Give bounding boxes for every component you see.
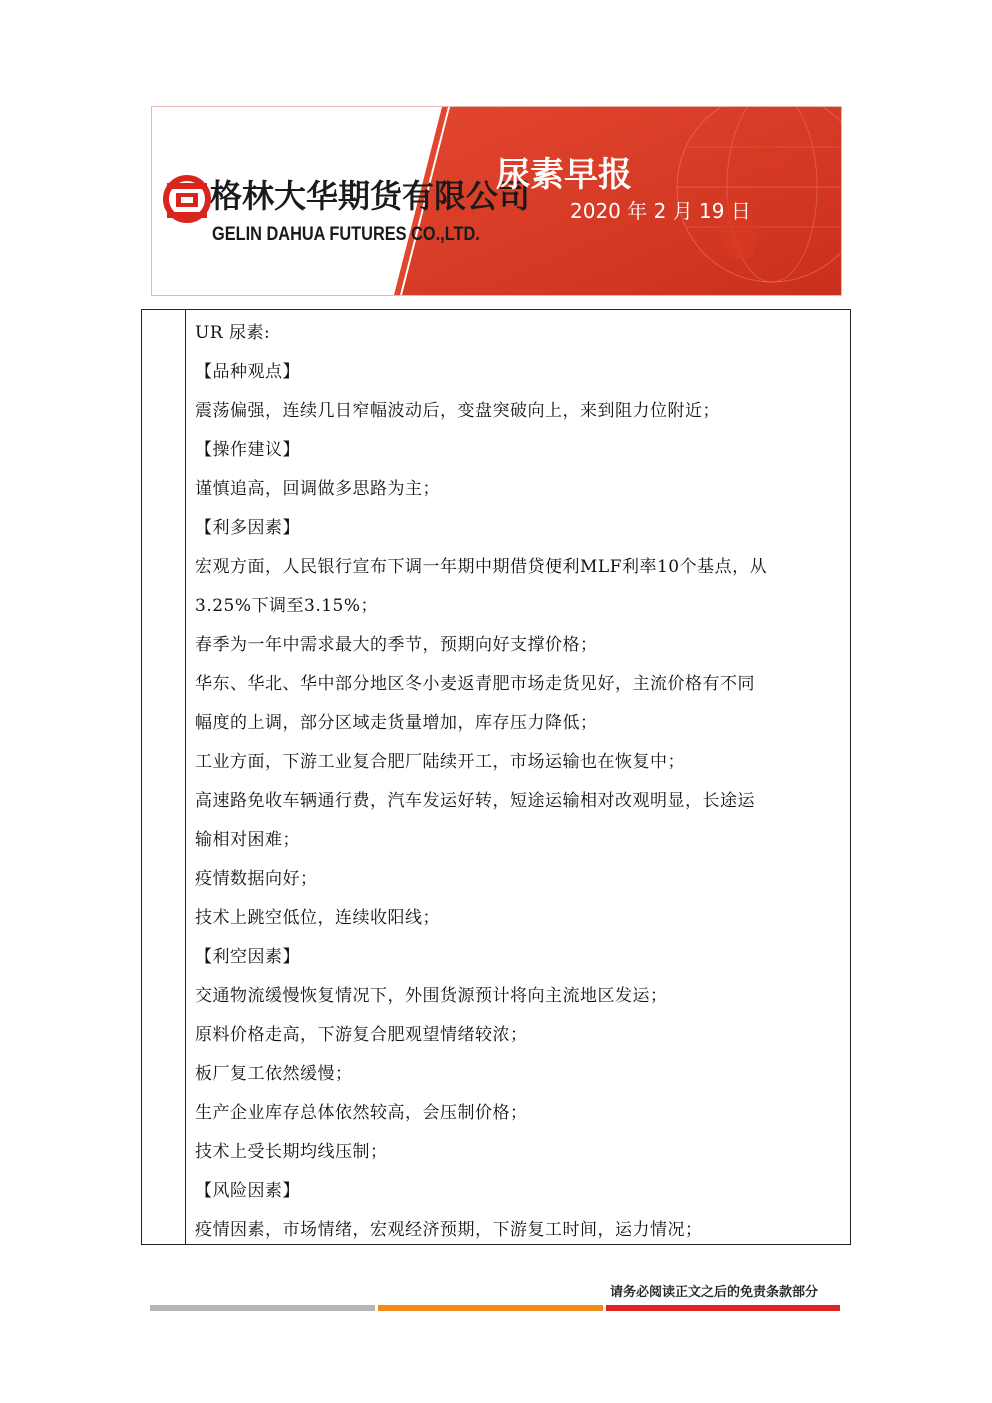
content-line: 3.25%下调至3.15%； (195, 596, 379, 616)
content-line: 【操作建议】 (195, 440, 300, 460)
footer-bar-orange (378, 1305, 603, 1311)
footer-bar-red (606, 1305, 840, 1311)
report-header-banner (151, 106, 842, 296)
content-line: 春季为一年中需求最大的季节，预期向好支撑价格； (195, 635, 598, 655)
content-line: 生产企业库存总体依然较高，会压制价格； (195, 1103, 528, 1123)
table-left-column (142, 310, 186, 1244)
disclaimer-note: 请务必阅读正文之后的免责条款部分 (610, 1285, 819, 1300)
company-name-cn: 格林大华期货有限公司 (210, 177, 531, 215)
report-content-table (141, 309, 851, 1245)
content-line: 板厂复工依然缓慢； (195, 1064, 353, 1084)
content-line: 疫情因素，市场情绪，宏观经济预期，下游复工时间，运力情况； (195, 1220, 703, 1240)
company-name-en: GELIN DAHUA FUTURES CO.,LTD. (212, 224, 480, 245)
content-line: 宏观方面，人民银行宣布下调一年期中期借贷便利MLF利率10个基点，从 (195, 557, 768, 577)
content-line: 原料价格走高，下游复合肥观望情绪较浓； (195, 1025, 528, 1045)
company-logo-icon (162, 157, 212, 257)
content-line: 【利空因素】 (195, 947, 300, 967)
content-line: UR 尿素: (195, 323, 271, 343)
content-line: 【利多因素】 (195, 518, 300, 538)
content-line: 疫情数据向好； (195, 869, 318, 889)
content-line: 高速路免收车辆通行费，汽车发运好转，短途运输相对改观明显，长途运 (195, 791, 755, 811)
content-line: 输相对困难； (195, 830, 300, 850)
report-title: 尿素早报 (496, 155, 632, 195)
content-line: 震荡偏强，连续几日窄幅波动后，变盘突破向上，来到阻力位附近； (195, 401, 720, 421)
content-line: 华东、华北、华中部分地区冬小麦返青肥市场走货见好，主流价格有不同 (195, 674, 755, 694)
content-line: 工业方面，下游工业复合肥厂陆续开工，市场运输也在恢复中； (195, 752, 685, 772)
content-line: 技术上受长期均线压制； (195, 1142, 388, 1162)
content-line: 技术上跳空低位，连续收阳线； (195, 908, 440, 928)
report-date: 2020 年 2 月 19 日 (570, 199, 751, 223)
content-line: 幅度的上调，部分区域走货量增加，库存压力降低； (195, 713, 598, 733)
content-line: 【风险因素】 (195, 1181, 300, 1201)
content-line: 交通物流缓慢恢复情况下，外围货源预计将向主流地区发运； (195, 986, 668, 1006)
report-content-body (195, 314, 845, 1250)
content-line: 【品种观点】 (195, 362, 300, 382)
content-line: 谨慎追高，回调做多思路为主； (195, 479, 440, 499)
footer-bar-grey (150, 1305, 375, 1311)
